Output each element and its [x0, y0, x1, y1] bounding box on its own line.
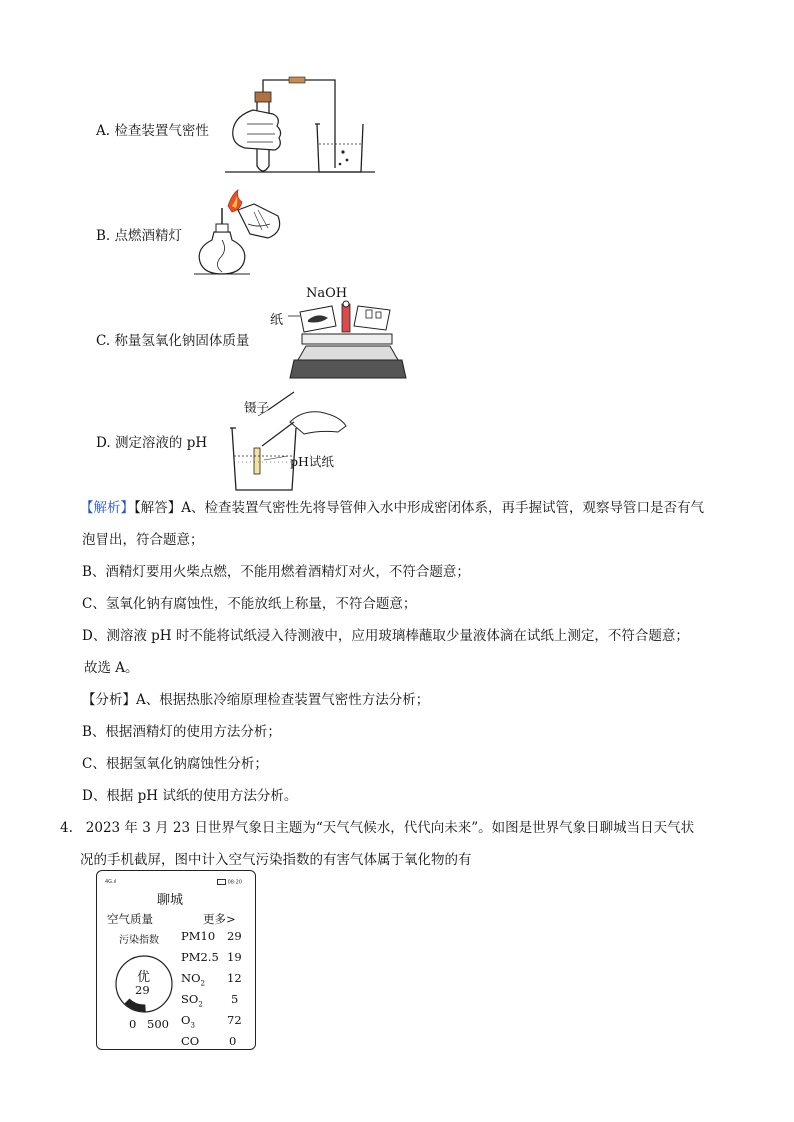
- option-c-letter: C.: [96, 333, 111, 349]
- pollutant-row: [181, 992, 249, 1013]
- pollutant-name: PM10: [181, 929, 216, 943]
- pollutant-value: 0: [229, 1034, 237, 1048]
- pollutant-list: [181, 929, 249, 1055]
- status-signal: 4G.ıl: [105, 879, 117, 885]
- pollutant-row: [181, 971, 249, 992]
- gauge-value: 29: [135, 983, 150, 997]
- pollutant-row: [181, 929, 249, 950]
- pollutant-value: 29: [227, 929, 242, 943]
- option-c-text: 称量氢氧化钠固体质量: [114, 333, 250, 349]
- analysis-line-1b: 泡冒出，符合题意；: [82, 532, 204, 548]
- analysis-line-5: 故选 A。: [84, 660, 139, 676]
- pollutant-name: $O_3$: [181, 1013, 195, 1030]
- option-b-text: 点燃酒精灯: [114, 228, 183, 244]
- pollutant-name: PM2.5: [181, 950, 219, 964]
- question-4-line-1: [60, 813, 740, 843]
- method-line-2: B、根据酒精灯的使用方法分析；: [82, 724, 281, 740]
- pollutant-value: 19: [227, 950, 242, 964]
- option-d-text: 测定溶液的 pH: [114, 435, 208, 451]
- option-b: [96, 224, 182, 244]
- question-number: 4.: [60, 820, 73, 836]
- analysis-line-2: B、酒精灯要用火柴点燃，不能用燃着酒精灯对火，不符合题意；: [82, 564, 470, 580]
- figure-airtightness-check: [225, 68, 375, 178]
- method-line-3: C、根据氢氧化钠腐蚀性分析；: [82, 756, 268, 772]
- method-a: A、根据热胀冷缩原理检查装置气密性方法分析；: [136, 692, 430, 708]
- analysis-line-1: [80, 493, 760, 523]
- method-line-4: D、根据 pH 试纸的使用方法分析。: [82, 788, 298, 804]
- label-paper: 纸: [270, 313, 284, 328]
- option-b-letter: B.: [96, 228, 111, 244]
- pollutant-value: 72: [227, 1013, 242, 1027]
- phone-screenshot: [96, 870, 256, 1050]
- question-4-line-2: 况的手机截屏，图中计入空气污染指数的有害气体属于氧化物的有: [80, 852, 472, 868]
- city-title: 聊城: [157, 893, 184, 908]
- method-line-1: [82, 685, 762, 715]
- option-a-text: 检查装置气密性: [114, 123, 209, 139]
- pollutant-name: CO: [181, 1034, 200, 1048]
- label-naoh: NaOH: [306, 286, 348, 301]
- battery-icon: [217, 879, 226, 885]
- method-tag: 【分析】: [82, 692, 136, 708]
- pollutant-value: 12: [227, 971, 242, 985]
- more-link[interactable]: 更多>: [203, 912, 236, 926]
- label-ph-paper: pH试纸: [290, 454, 334, 469]
- option-a: [96, 119, 209, 139]
- label-tweezers: 镊子: [244, 400, 270, 415]
- analysis-a: A、检查装置气密性先将导管伸入水中形成密闭体系，再手握试管，观察导管口是否有气: [181, 500, 704, 516]
- analysis-line-3: C、氢氧化钠有腐蚀性，不能放纸上称量，不符合题意；: [82, 596, 417, 612]
- option-c: [96, 329, 249, 349]
- answer-tag: 【解答】: [134, 500, 182, 516]
- pollutant-row: [181, 1034, 249, 1055]
- status-clock: 08:20: [227, 879, 243, 886]
- pollutant-name: $SO_2$: [181, 992, 203, 1009]
- figure-ph-test: [228, 390, 348, 490]
- pollution-index-label: 污染指数: [119, 935, 159, 946]
- pollutant-row: [181, 950, 249, 971]
- analysis-tag: 【解析】: [80, 500, 134, 516]
- pollutant-value: 5: [231, 992, 239, 1006]
- air-quality-label: 空气质量: [107, 912, 153, 926]
- figure-balance: [286, 300, 410, 382]
- option-d-letter: D.: [96, 435, 111, 451]
- option-d: [96, 431, 207, 451]
- gauge-fill-arc: [127, 1001, 145, 1008]
- question-text-1: 2023 年 3 月 23 日世界气象日主题为“天气气候水，代代向未来”。如图是世界气象日聊城当日天气状: [85, 820, 695, 836]
- gauge-level: 优: [137, 970, 151, 985]
- analysis-line-4: D、测溶液 pH 时不能将试纸浸入待测液中，应用玻璃棒蘸取少量液体滴在试纸上测定，不符合题意；: [82, 628, 689, 644]
- gauge-min: 0: [129, 1017, 137, 1031]
- status-time: [217, 879, 242, 886]
- pollutant-row: [181, 1013, 249, 1034]
- pollutant-name: $NO_2$: [181, 971, 205, 988]
- option-a-letter: A.: [96, 123, 111, 139]
- figure-lighting-alcohol-lamp: [192, 188, 292, 280]
- gauge-max: 500: [147, 1017, 169, 1031]
